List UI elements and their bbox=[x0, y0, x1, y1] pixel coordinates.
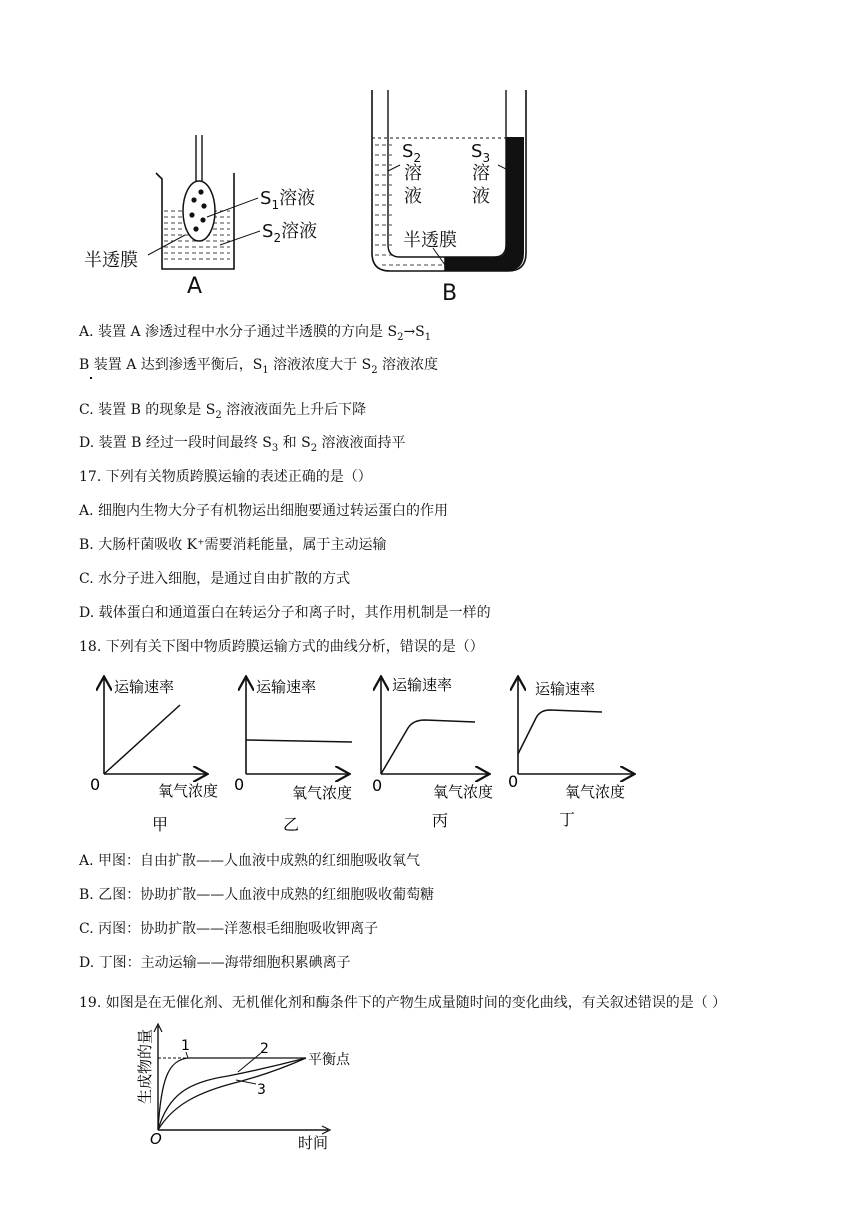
origin-jia: 0 bbox=[90, 775, 101, 794]
origin-ding: 0 bbox=[508, 772, 519, 791]
beaker-a bbox=[148, 135, 260, 269]
q19-graph bbox=[128, 1020, 368, 1154]
q16-a-mid: →S bbox=[403, 324, 425, 340]
curve-label-3: 3 bbox=[257, 1082, 266, 1098]
q16-b-after: 溶液浓度 bbox=[377, 357, 439, 373]
q16-b-text: B 装置 A 达到渗透平衡后，S bbox=[79, 357, 263, 373]
q16-d-after: 溶液液面持平 bbox=[317, 435, 406, 451]
graph-jia bbox=[90, 678, 218, 834]
curve-jia bbox=[104, 705, 180, 774]
q16-option-a bbox=[79, 323, 431, 347]
q18-stem: 18. 下列有关下图中物质跨膜运输方式的曲线分析，错误的是（） bbox=[79, 639, 484, 655]
curve-label-1: 1 bbox=[181, 1038, 190, 1054]
q16-c-text: C. 装置 B 的现象是 S bbox=[79, 402, 216, 418]
curve-label-2: 2 bbox=[260, 1041, 269, 1057]
svg-text:S3 bbox=[471, 141, 490, 165]
caption-yi: 乙 bbox=[283, 815, 300, 834]
q17-option-c: C. 水分子进入细胞，是通过自由扩散的方式 bbox=[79, 571, 351, 587]
ylabel-jia: 运输速率 bbox=[114, 678, 175, 696]
q16-option-c bbox=[79, 401, 366, 425]
label-membrane-a: 半透膜 bbox=[84, 250, 138, 271]
q16-c-sub1: 2 bbox=[215, 409, 222, 421]
curve-yi bbox=[246, 740, 352, 742]
caption-jia: 甲 bbox=[152, 815, 169, 834]
q18-option-d: D. 丁图：主动运输——海带细胞积累碘离子 bbox=[79, 955, 351, 971]
q18-option-b: B. 乙图：协助扩散——人血液中成熟的红细胞吸收葡萄糖 bbox=[79, 887, 435, 903]
q17-option-a: A. 细胞内生物大分子有机物运出细胞要通过转运蛋白的作用 bbox=[79, 503, 449, 519]
q19-stem: 19. 如图是在无催化剂、无机催化剂和酶条件下的产物生成量随时间的变化曲线，有关叙述错误的是（ ） bbox=[79, 995, 727, 1011]
q18-option-c: C. 丙图：协助扩散——洋葱根毛细胞吸收钾离子 bbox=[79, 921, 379, 937]
ylabel-yi: 运输速率 bbox=[256, 678, 317, 696]
label-b-rong-left: 溶 bbox=[404, 163, 422, 184]
ylabel-product: 生成物的量 bbox=[136, 1028, 154, 1104]
graph-ding bbox=[508, 678, 633, 829]
curve-ding bbox=[518, 710, 602, 754]
origin-bing: 0 bbox=[372, 776, 383, 795]
ylabel-bing: 运输速率 bbox=[392, 676, 453, 694]
stray-dot bbox=[90, 377, 92, 379]
caption-ding: 丁 bbox=[559, 810, 576, 829]
label-s1: S bbox=[260, 188, 272, 209]
label-b-ye-right: 液 bbox=[472, 186, 490, 207]
origin-yi: 0 bbox=[234, 775, 245, 794]
q16-b-mid: 溶液浓度大于 S bbox=[268, 357, 372, 373]
label-a: A bbox=[187, 274, 203, 299]
origin-o: O bbox=[150, 1130, 162, 1148]
xlabel-yi: 氧气浓度 bbox=[292, 784, 353, 802]
q17-option-d: D. 载体蛋白和通道蛋白在转运分子和离子时，其作用机制是一样的 bbox=[79, 605, 491, 621]
label-b-s2: S bbox=[402, 141, 414, 162]
q16-d-sub1: 3 bbox=[271, 442, 279, 454]
q16-a-text: A. 装置 A 渗透过程中水分子通过半透膜的方向是 S bbox=[79, 324, 398, 340]
label-b-rong-right: 溶 bbox=[472, 163, 490, 184]
q18-graphs bbox=[80, 670, 650, 840]
svg-text:S1溶液 bbox=[260, 188, 315, 212]
q16-option-d bbox=[79, 434, 406, 458]
q16-d-sub2: 2 bbox=[310, 442, 318, 454]
label-b: B bbox=[442, 281, 458, 306]
q16-d-text: D. 装置 B 经过一段时间最终 S bbox=[79, 435, 272, 451]
graph-yi bbox=[234, 678, 352, 834]
ylabel-ding: 运输速率 bbox=[535, 680, 596, 698]
q16-c-mid: 溶液液面先上升后下降 bbox=[221, 402, 367, 418]
label-s2-sub: 2 bbox=[273, 231, 282, 245]
label-b-s3-sub: 3 bbox=[482, 151, 491, 165]
curve-bing bbox=[381, 720, 475, 774]
q18-option-a: A. 甲图：自由扩散——人血液中成熟的红细胞吸收氧气 bbox=[79, 853, 421, 869]
q16-option-b bbox=[79, 356, 438, 380]
label-membrane-b: 半透膜 bbox=[403, 230, 457, 251]
xlabel-jia: 氧气浓度 bbox=[158, 782, 219, 800]
osmosis-figure bbox=[70, 85, 540, 310]
caption-bing: 丙 bbox=[432, 811, 449, 830]
q16-b-sub2: 2 bbox=[371, 364, 378, 376]
balance-point-label: 平衡点 bbox=[308, 1052, 350, 1068]
q16-a-sub1: 2 bbox=[397, 331, 404, 343]
svg-text:S2 bbox=[402, 141, 421, 165]
svg-text:S2溶液 bbox=[262, 221, 317, 245]
graph-bing bbox=[372, 676, 493, 830]
label-s2-suffix: 溶液 bbox=[281, 221, 318, 242]
curve-2 bbox=[158, 1058, 306, 1130]
xlabel-ding: 氧气浓度 bbox=[565, 783, 626, 801]
label-b-s3: S bbox=[471, 141, 483, 162]
q17-option-b: B. 大肠杆菌吸收 K⁺需要消耗能量，属于主动运输 bbox=[79, 537, 387, 553]
label-s2: S bbox=[262, 221, 274, 242]
xlabel-time: 时间 bbox=[298, 1134, 329, 1152]
q16-a-sub2: 1 bbox=[424, 331, 432, 343]
label-b-ye-left: 液 bbox=[404, 186, 422, 207]
q17-stem: 17. 下列有关物质跨膜运输的表述正确的是（） bbox=[79, 469, 372, 485]
q16-b-sub1: 1 bbox=[262, 364, 269, 376]
label-s1-suffix: 溶液 bbox=[279, 188, 316, 209]
label-b-s2-sub: 2 bbox=[413, 151, 422, 165]
xlabel-bing: 氧气浓度 bbox=[433, 783, 494, 801]
label-s1-sub: 1 bbox=[271, 198, 280, 212]
q16-d-mid: 和 S bbox=[278, 435, 311, 451]
